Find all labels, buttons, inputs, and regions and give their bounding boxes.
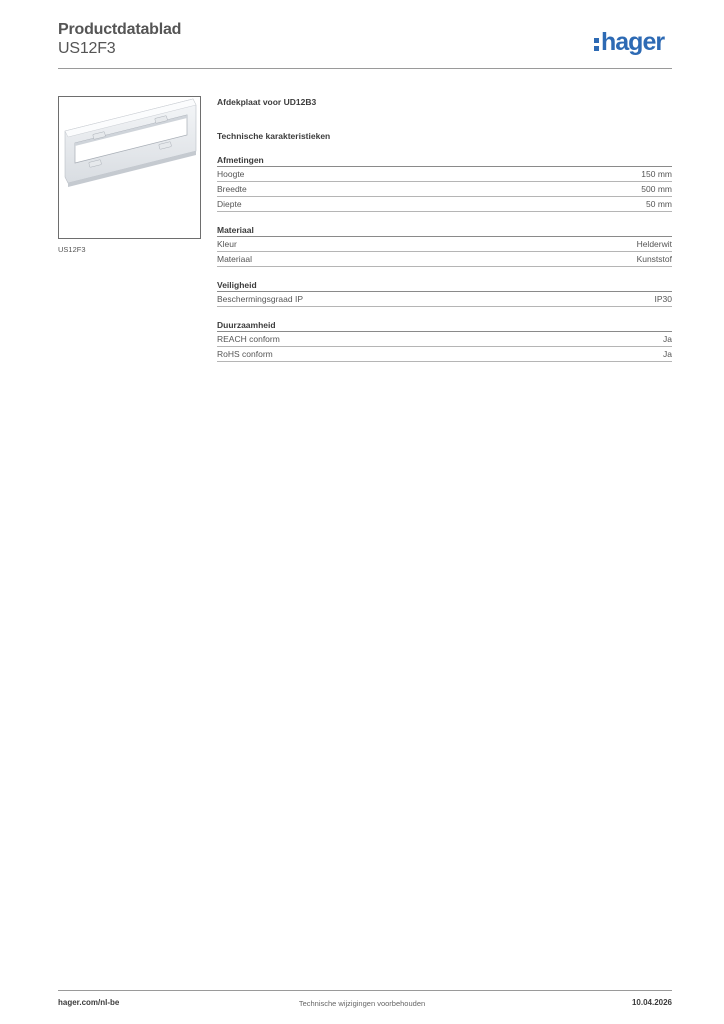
spec-group-duurzaamheid bbox=[217, 319, 672, 362]
spec-value: Ja bbox=[663, 334, 672, 344]
spec-label: REACH conform bbox=[217, 334, 280, 344]
group-title: Duurzaamheid bbox=[217, 319, 672, 332]
spec-row bbox=[217, 182, 672, 197]
page-title: Productdatablad bbox=[58, 21, 182, 38]
spec-label: RoHS conform bbox=[217, 349, 273, 359]
spec-value: 150 mm bbox=[641, 169, 672, 179]
cover-plate-illustration bbox=[59, 97, 200, 238]
spec-row bbox=[217, 237, 672, 252]
footer-website-link[interactable]: hager.com/nl-be bbox=[58, 998, 120, 1007]
footer-notice: Technische wijzigingen voorbehouden bbox=[298, 999, 426, 1008]
product-image bbox=[58, 96, 201, 239]
product-description: Afdekplaat voor UD12B3 bbox=[217, 97, 317, 107]
spec-label: Materiaal bbox=[217, 254, 252, 264]
spec-label: Beschermingsgraad IP bbox=[217, 294, 303, 304]
spec-group-materiaal bbox=[217, 224, 672, 267]
spec-row bbox=[217, 252, 672, 267]
group-title: Materiaal bbox=[217, 224, 672, 237]
spec-value: Helderwit bbox=[636, 239, 672, 249]
hager-logo bbox=[594, 27, 664, 57]
spec-value: IP30 bbox=[654, 294, 672, 304]
image-caption: US12F3 bbox=[58, 245, 86, 254]
spec-value: Ja bbox=[663, 349, 672, 359]
spec-value: 500 mm bbox=[641, 184, 672, 194]
logo-text: hager bbox=[601, 28, 665, 56]
product-code: US12F3 bbox=[58, 40, 116, 57]
spec-group-afmetingen bbox=[217, 154, 672, 212]
footer-date: 10.04.2026 bbox=[631, 998, 672, 1007]
footer-divider bbox=[58, 990, 672, 991]
spec-row bbox=[217, 347, 672, 362]
logo-dots-icon bbox=[594, 38, 599, 51]
spec-row bbox=[217, 197, 672, 212]
spec-value: Kunststof bbox=[636, 254, 672, 264]
spec-label: Breedte bbox=[217, 184, 247, 194]
header-divider bbox=[58, 68, 672, 69]
spec-group-veiligheid bbox=[217, 279, 672, 307]
spec-row bbox=[217, 292, 672, 307]
spec-row bbox=[217, 332, 672, 347]
group-title: Afmetingen bbox=[217, 154, 672, 167]
spec-section bbox=[217, 96, 672, 362]
spec-label: Diepte bbox=[217, 199, 242, 209]
spec-value: 50 mm bbox=[646, 199, 672, 209]
spec-row bbox=[217, 167, 672, 182]
spec-label: Hoogte bbox=[217, 169, 245, 179]
spec-title: Technische karakteristieken bbox=[217, 131, 331, 141]
spec-label: Kleur bbox=[217, 239, 237, 249]
group-title: Veiligheid bbox=[217, 279, 672, 292]
